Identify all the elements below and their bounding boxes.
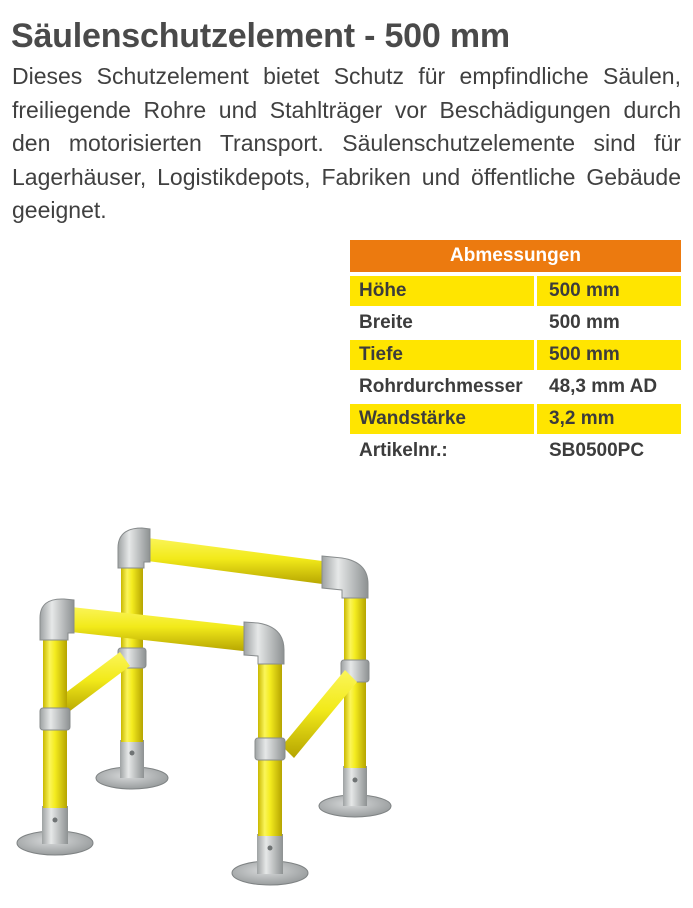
- table-row: [350, 274, 681, 306]
- tube: [62, 606, 252, 652]
- product-image: [0, 500, 693, 908]
- spec-value: 500 mm: [534, 338, 681, 370]
- spec-value: 500 mm: [534, 306, 681, 338]
- table-row: [350, 370, 681, 402]
- spec-value: 500 mm: [534, 274, 681, 306]
- spec-label: Artikelnr.:: [350, 434, 534, 466]
- fitting: [322, 556, 368, 598]
- table-row: [350, 306, 681, 338]
- table-row: [350, 338, 681, 370]
- spec-label: Rohrdurchmesser: [350, 370, 534, 402]
- dimensions-table-heading: Abmessungen: [350, 240, 681, 274]
- spec-value: SB0500PC: [534, 434, 681, 466]
- tube: [140, 537, 330, 585]
- spec-value: 3,2 mm: [534, 402, 681, 434]
- tube: [56, 652, 130, 714]
- spec-value: 48,3 mm AD: [534, 370, 681, 402]
- spec-label: Breite: [350, 306, 534, 338]
- product-description: Dieses Schutzelement bietet Schutz für empfindliche Säulen, freiliegende Rohre und Stahlträger vor Beschädigungen durch den motorisierten Transport. Säulenschutzelemente sind für Lagerhäuser, Logistikdepots, Fabriken und öffentliche Gebäude geeignet.: [12, 63, 681, 224]
- spec-label: Höhe: [350, 274, 534, 306]
- spec-label: Wandstärke: [350, 402, 534, 434]
- page-title: Säulenschutzelement - 500 mm: [11, 17, 510, 55]
- dimensions-table: [350, 240, 681, 466]
- table-row: [350, 402, 681, 434]
- spec-label: Tiefe: [350, 338, 534, 370]
- fitting: [244, 622, 284, 664]
- fitting: [40, 599, 74, 640]
- table-row: [350, 434, 681, 466]
- fitting: [118, 528, 150, 568]
